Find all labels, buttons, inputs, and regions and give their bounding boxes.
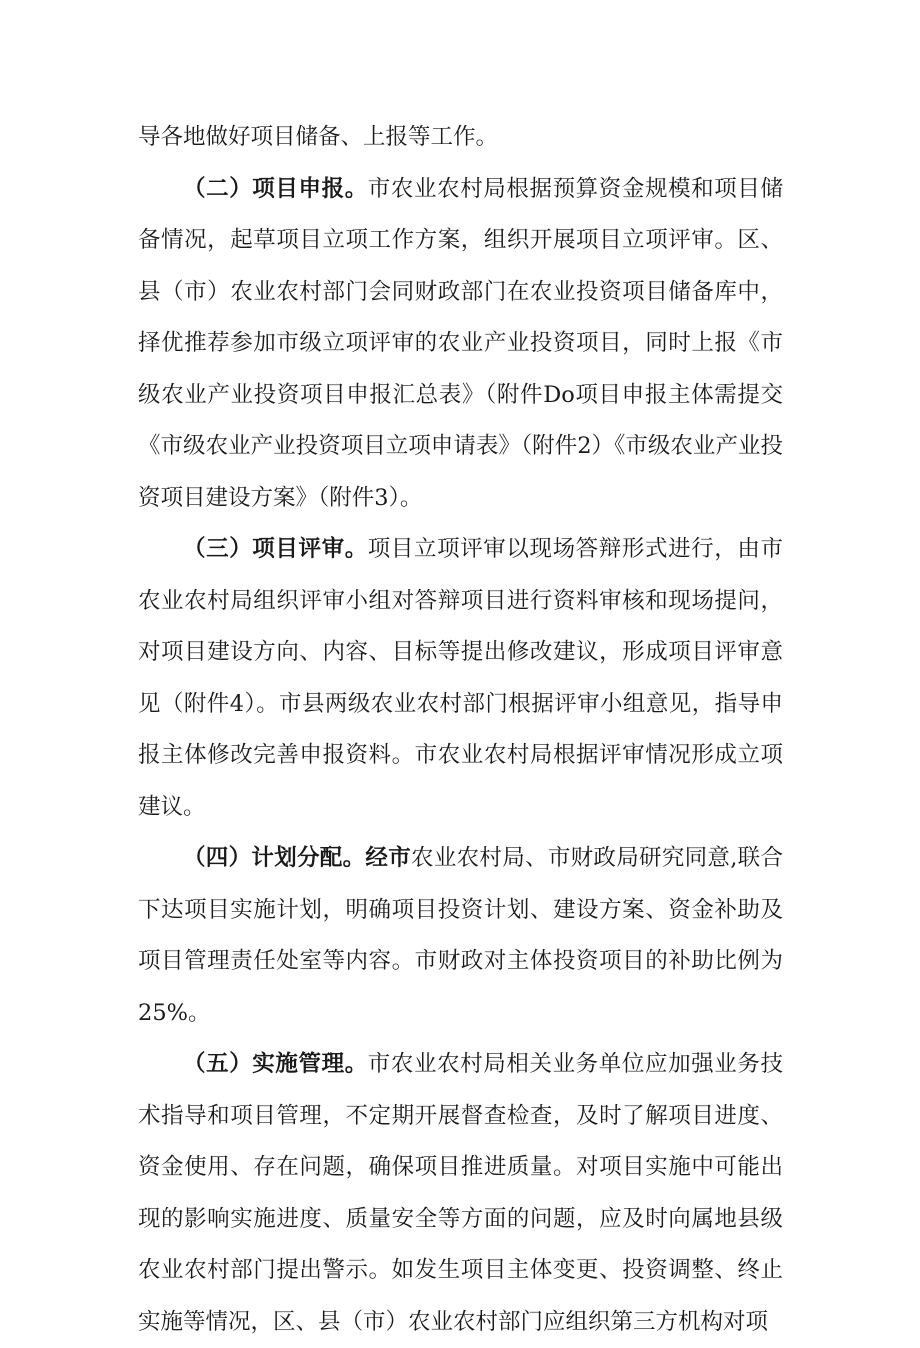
section-heading: （五）实施管理。 <box>183 1051 368 1077</box>
paragraph-text: 市农业农村局根据预算资金规模和项目储备情况，起草项目立项工作方案，组织开展项目立项评审。区、县（市）农业农村部门会同财政部门在农业投资项目储备库中，择优推荐参加市级立项评审的农业产业投资项目，同时上报《市级农业产业投资项目申报汇总表》（附件Do项目申报主体需提交《市级农业产业投资项目立项申请表》（附件2）《市级农业产业投资项目建设方案》（附件3）。 <box>138 175 783 511</box>
paragraph-continuation <box>138 112 783 164</box>
section-heading: （二）项目申报。 <box>183 175 368 202</box>
paragraph-plan-allocation <box>138 833 783 1039</box>
paragraph-text: 市农业农村局相关业务单位应加强业务技术指导和项目管理，不定期开展督查检查，及时了解项目进度、资金使用、存在问题，确保项目推进质量。对项目实施中可能出现的影响实施进度、质量安全等方面的问题，应及时向属地县级农业农村部门提出警示。如发生项目主体变更、投资调整、终止实施等情况，区、县（市）农业农村部门应组织第三方机构对项 <box>138 1051 783 1335</box>
paragraph-text: 导各地做好项目储备、上报等工作。 <box>138 124 499 150</box>
section-heading: （三）项目评审。 <box>183 536 368 562</box>
paragraph-project-application <box>138 164 783 525</box>
paragraph-text: 项目立项评审以现场答辩形式进行，由市农业农村局组织评审小组对答辩项目进行资料审核和现场提问，对项目建设方向、内容、目标等提出修改建议，形成项目评审意见（附件4）。市县两级农业农村部门根据评审小组意见，指导申报主体修改完善申报资料。市农业农村局根据评审情况形成立项建议。 <box>138 536 783 820</box>
paragraph-text: 农业农村局、市财政局研究同意,联合下达项目实施计划，明确项目投资计划、建设方案、资金补助及项目管理责任处室等内容。市财政对主体投资项目的补助比例为25%。 <box>138 845 783 1026</box>
paragraph-implementation-management <box>138 1039 783 1348</box>
section-heading: （四）计划分配。经市 <box>183 845 412 871</box>
paragraph-project-review <box>138 524 783 833</box>
document-body <box>138 112 783 1348</box>
